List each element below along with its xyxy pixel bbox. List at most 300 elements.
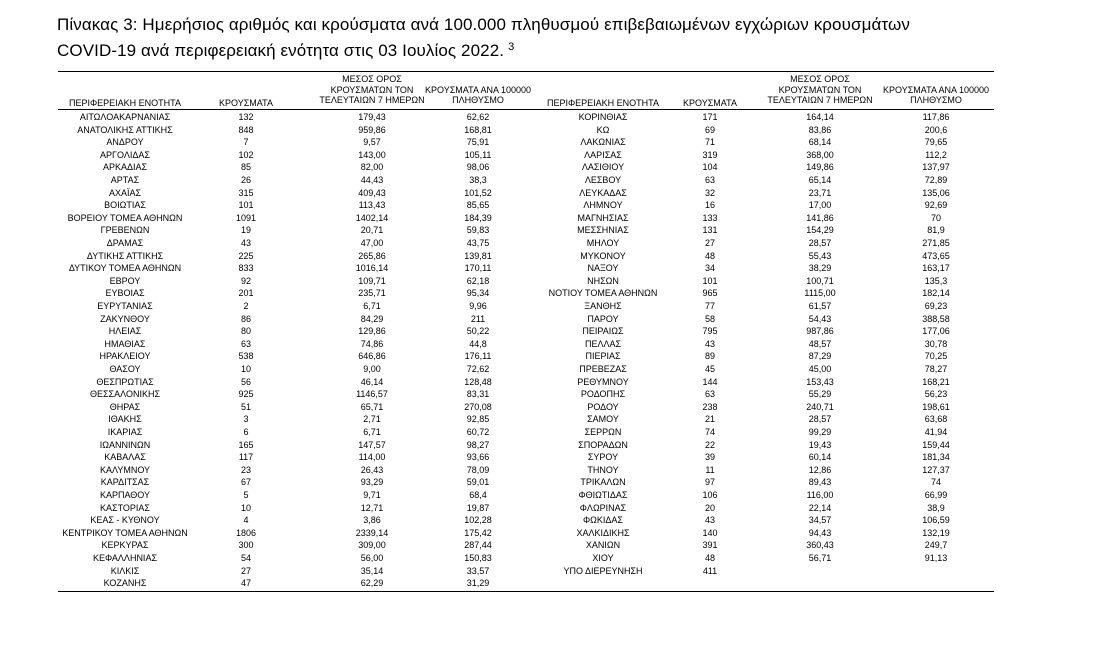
header-avg-left-line-1: ΜΕΣΟΣ ΟΡΟΣ (342, 74, 402, 84)
avg-7d-left: 9,57 (363, 137, 381, 148)
cases-right: 411 (702, 565, 718, 576)
per100k-left: 98,27 (466, 439, 490, 450)
avg-7d-right: 987,86 (806, 326, 834, 337)
avg-7d-left: 114,00 (358, 452, 386, 463)
per100k-left: 62,62 (466, 112, 490, 122)
avg-7d-left: 113,43 (358, 200, 386, 211)
avg-7d-right: 28,57 (808, 414, 832, 425)
region-name-right: ΜΑΓΝΗΣΙΑΣ (577, 212, 629, 223)
avg-7d-right: 34,57 (808, 515, 832, 526)
avg-7d-left: 959,86 (358, 124, 386, 135)
cases-right: 58 (704, 313, 715, 324)
avg-7d-left: 12,71 (360, 502, 384, 513)
cases-right: 63 (704, 175, 715, 185)
header-avg-right (750, 74, 890, 106)
avg-7d-right: 141,86 (806, 212, 834, 223)
table-row (58, 376, 994, 389)
per100k-right: 41,94 (924, 427, 948, 437)
header-per100k-left-line-2: ΠΛΗΘΥΣΜΟ (452, 95, 504, 105)
avg-7d-right: 68,14 (808, 137, 832, 148)
avg-7d-left: 6,71 (363, 301, 381, 311)
table-row (58, 199, 994, 212)
per100k-right: 473,65 (922, 250, 950, 261)
per100k-right: 74 (930, 477, 941, 488)
per100k-right: 92,69 (924, 200, 948, 211)
per100k-right: 388,58 (922, 313, 950, 324)
per100k-right: 30,78 (924, 338, 948, 349)
region-name-right: ΣΕΡΡΩΝ (584, 427, 622, 437)
table-row (58, 136, 994, 149)
region-name-right: ΝΟΤΙΟΥ ΤΟΜΕΑ ΑΘΗΝΩΝ (548, 288, 658, 299)
per100k-left: 101,52 (464, 187, 492, 198)
region-name-left: ΕΒΡΟΥ (109, 275, 141, 286)
table-row (58, 413, 994, 426)
cases-left: 54 (240, 553, 251, 563)
cases-left: 315 (238, 187, 254, 198)
cases-left: 80 (240, 326, 251, 337)
region-name-right: ΜΕΣΣΗΝΙΑΣ (577, 225, 629, 236)
region-name-right: ΥΠΟ ΔΙΕΡΕΥΝΗΣΗ (563, 565, 643, 576)
per100k-left: 75,91 (466, 137, 490, 148)
region-name-right: ΡΟΔΟΠΗΣ (580, 389, 626, 400)
per100k-right: 163,17 (922, 263, 950, 274)
table-row (58, 577, 994, 590)
per100k-right: 177,06 (922, 326, 950, 337)
cases-right: 133 (702, 212, 718, 223)
per100k-left: 68,4 (469, 490, 487, 500)
region-name-right: ΦΛΩΡΙΝΑΣ (579, 502, 627, 513)
cases-left: 4 (243, 515, 249, 526)
per100k-left: 59,01 (466, 477, 490, 488)
footnote-marker: 3 (508, 41, 515, 53)
cases-right: 39 (704, 452, 715, 463)
per100k-left: 9,96 (469, 301, 487, 311)
avg-7d-left: 1016,14 (355, 263, 389, 274)
cases-right: 144 (702, 376, 718, 387)
region-name-right: ΚΟΡΙΝΘΙΑΣ (578, 112, 628, 122)
per100k-right: 81,9 (927, 225, 945, 236)
region-name-left: ΕΥΒΟΙΑΣ (105, 288, 145, 299)
region-name-left: ΑΡΚΑΔΙΑΣ (102, 162, 148, 173)
per100k-right: 56,23 (924, 389, 948, 400)
table-row (58, 174, 994, 187)
cases-left: 7 (243, 137, 249, 148)
table-row (58, 262, 994, 275)
avg-7d-right: 56,71 (808, 553, 832, 563)
per100k-left: 95,34 (466, 288, 490, 299)
region-name-left: ΒΟΡΕΙΟΥ ΤΟΜΕΑ ΑΘΗΝΩΝ (67, 212, 183, 223)
caption-line-1: Πίνακας 3: Ημερήσιος αριθμός και κρούσματα ανά 100.000 πληθυσμού επιβεβαιωμένων εγχώριων κρουσμάτων (57, 15, 910, 34)
table-row (58, 439, 994, 452)
avg-7d-left: 309,00 (358, 540, 386, 551)
header-avg-right-line-2: ΚΡΟΥΣΜΑΤΩΝ ΤΟΝ (778, 84, 862, 95)
avg-7d-left: 26,43 (360, 464, 384, 475)
avg-7d-left: 9,71 (363, 490, 381, 500)
avg-7d-left: 46,14 (360, 376, 384, 387)
cases-right: 104 (702, 162, 718, 173)
region-name-left: ΑΡΤΑΣ (110, 175, 140, 185)
avg-7d-left: 65,71 (360, 401, 384, 412)
region-name-left: ΙΘΑΚΗΣ (108, 414, 142, 425)
table-row (58, 464, 994, 477)
cases-right: 16 (704, 200, 715, 211)
region-name-right: ΛΕΣΒΟΥ (584, 175, 622, 185)
per100k-right: 182,14 (922, 288, 950, 299)
cases-left: 538 (238, 351, 254, 362)
per100k-left: 170,11 (464, 263, 492, 274)
region-name-left: ΔΥΤΙΚΗΣ ΑΤΤΙΚΗΣ (86, 250, 164, 261)
table-row (58, 426, 994, 439)
avg-7d-right: 100,71 (806, 275, 834, 286)
per100k-left: 59,83 (466, 225, 490, 236)
region-name-left: ΑΝΔΡΟΥ (106, 137, 144, 148)
header-cases-left: ΚΡΟΥΣΜΑΤΑ (219, 98, 273, 108)
per100k-right: 132,19 (922, 527, 950, 538)
per100k-left: 128,48 (464, 376, 492, 387)
region-name-left: ΚΕΡΚΥΡΑΣ (101, 540, 149, 551)
table-row (58, 338, 994, 351)
per100k-right: 159,44 (922, 439, 950, 450)
region-name-right: ΜΗΛΟΥ (586, 238, 620, 248)
avg-7d-left: 20,71 (360, 225, 384, 236)
per100k-left: 211 (470, 313, 486, 324)
avg-7d-right: 55,29 (808, 389, 832, 400)
region-name-right: ΧΑΛΚΙΔΙΚΗΣ (576, 527, 630, 538)
cases-left: 63 (240, 338, 251, 349)
per100k-left: 31,29 (466, 578, 490, 589)
cases-right: 20 (704, 502, 715, 513)
region-name-left: ΚΕΑΣ - ΚΥΘΝΟΥ (90, 515, 160, 526)
per100k-right: 112,2 (925, 149, 947, 160)
header-avg-left-line-3: ΤΕΛΕΥΤΑΙΩΝ 7 ΗΜΕΡΩΝ (319, 95, 425, 105)
region-name-right: ΛΑΚΩΝΙΑΣ (580, 137, 626, 148)
cases-right: 391 (702, 540, 718, 551)
cases-right: 71 (704, 137, 715, 148)
table-row (58, 565, 994, 578)
avg-7d-right: 116,00 (806, 490, 834, 500)
header-avg-left-line-2: ΚΡΟΥΣΜΑΤΩΝ ΤΟΝ (330, 84, 414, 95)
cases-right: 140 (702, 527, 718, 538)
per100k-left: 44,8 (469, 338, 487, 349)
avg-7d-right: 60,14 (808, 452, 832, 463)
avg-7d-right: 360,43 (806, 540, 834, 551)
avg-7d-right: 94,43 (808, 527, 832, 538)
per100k-left: 85,65 (466, 200, 490, 211)
region-name-right: ΣΠΟΡΑΔΩΝ (578, 439, 628, 450)
per100k-left: 33,57 (466, 565, 490, 576)
cases-right: 89 (704, 351, 715, 362)
cases-right: 32 (704, 187, 715, 198)
per100k-right: 79,65 (924, 137, 948, 148)
region-name-left: ΚΑΡΔΙΤΣΑΣ (100, 477, 150, 488)
region-name-right: ΜΥΚΟΝΟΥ (580, 250, 626, 261)
per100k-left: 78,09 (466, 464, 490, 475)
cases-left: 165 (238, 439, 254, 450)
cases-right: 22 (704, 439, 715, 450)
region-name-right: ΠΡΕΒΕΖΑΣ (579, 364, 627, 374)
table-row (58, 237, 994, 250)
region-name-right: ΤΡΙΚΑΛΩΝ (580, 477, 626, 488)
cases-left: 51 (240, 401, 251, 412)
cases-left: 23 (240, 464, 251, 475)
header-cases-right: ΚΡΟΥΣΜΑΤΑ (683, 98, 737, 108)
cases-right: 27 (704, 238, 715, 248)
region-name-right: ΠΕΙΡΑΙΩΣ (582, 326, 624, 337)
cases-left: 19 (240, 225, 251, 236)
per100k-left: 102,28 (464, 515, 492, 526)
cases-right: 101 (702, 275, 718, 286)
cases-right: 63 (704, 389, 715, 400)
cases-right: 171 (702, 112, 718, 122)
per100k-left: 270,08 (464, 401, 492, 412)
cases-right: 21 (704, 414, 715, 425)
region-name-right: ΝΑΞΟΥ (587, 263, 619, 274)
avg-7d-left: 265,86 (358, 250, 386, 261)
region-name-left: ΖΑΚΥΝΘΟΥ (100, 313, 150, 324)
avg-7d-left: 47,00 (360, 238, 384, 248)
region-name-left: ΗΛΕΙΑΣ (108, 326, 142, 337)
region-name-left: ΘΕΣΠΡΩΤΙΑΣ (96, 376, 154, 387)
avg-7d-right: 48,57 (808, 338, 832, 349)
per100k-right: 38,9 (927, 502, 945, 513)
region-name-right: ΛΕΥΚΑΔΑΣ (579, 187, 627, 198)
cases-left: 10 (240, 502, 251, 513)
per100k-left: 139,81 (464, 250, 492, 261)
region-name-left: ΓΡΕΒΕΝΩΝ (100, 225, 150, 236)
avg-7d-right: 45,00 (808, 364, 832, 374)
per100k-right: 91,13 (924, 553, 948, 563)
cases-right: 43 (704, 515, 715, 526)
avg-7d-right: 22,14 (808, 502, 832, 513)
per100k-right: 63,68 (924, 414, 948, 425)
region-name-right: ΡΕΘΥΜΝΟΥ (577, 376, 629, 387)
region-name-left: ΔΥΤΙΚΟΥ ΤΟΜΕΑ ΑΘΗΝΩΝ (68, 263, 182, 274)
avg-7d-left: 35,14 (360, 565, 384, 576)
cases-left: 201 (238, 288, 254, 299)
cases-left: 225 (238, 250, 254, 261)
header-region-left: ΠΕΡΙΦΕΡΕΙΑΚΗ ΕΝΟΤΗΤΑ (68, 98, 182, 108)
cases-left: 848 (238, 124, 254, 135)
per100k-left: 93,66 (466, 452, 490, 463)
region-name-left: ΗΜΑΘΙΑΣ (104, 338, 146, 349)
per100k-left: 38,3 (469, 175, 487, 185)
header-rule (58, 109, 994, 110)
region-name-right: ΠΕΛΛΑΣ (584, 338, 622, 349)
cases-left: 1091 (235, 212, 257, 223)
table-row (58, 552, 994, 565)
per100k-right: 72,89 (924, 175, 948, 185)
cases-right: 97 (704, 477, 715, 488)
region-name-right: ΠΑΡΟΥ (587, 313, 619, 324)
region-name-left: ΙΩΑΝΝΙΝΩΝ (99, 439, 151, 450)
avg-7d-right: 99,29 (808, 427, 832, 437)
header-per100k-right-line-2: ΠΛΗΘΥΣΜΟ (910, 95, 962, 105)
region-name-right: ΞΑΝΘΗΣ (584, 301, 622, 311)
per100k-left: 98,06 (466, 162, 490, 173)
avg-7d-right: 54,43 (808, 313, 832, 324)
cases-right: 131 (702, 225, 718, 236)
avg-7d-left: 179,43 (358, 112, 386, 122)
table-row (58, 476, 994, 489)
per100k-left: 287,44 (464, 540, 492, 551)
region-name-left: ΔΡΑΜΑΣ (106, 238, 144, 248)
per100k-right: 200,6 (924, 124, 948, 135)
table-row (58, 187, 994, 200)
caption-line-2-text: COVID-19 ανά περιφερειακή ενότητα στις 03 Ιουλίος 2022. (57, 41, 505, 60)
per100k-left: 105,11 (464, 149, 492, 160)
avg-7d-right: 153,43 (806, 376, 834, 387)
avg-7d-right: 12,86 (808, 464, 832, 475)
table-row (58, 250, 994, 263)
region-name-left: ΚΙΛΚΙΣ (110, 565, 140, 576)
table-row (58, 149, 994, 162)
avg-7d-left: 56,00 (360, 553, 384, 563)
per100k-left: 43,75 (466, 238, 490, 248)
per100k-left: 92,85 (466, 414, 490, 425)
region-name-left: ΚΑΛΥΜΝΟΥ (99, 464, 151, 475)
per100k-right: 135,06 (922, 187, 950, 198)
per100k-right: 198,61 (922, 401, 950, 412)
avg-7d-right: 240,71 (806, 401, 834, 412)
region-name-left: ΘΑΣΟΥ (109, 364, 141, 374)
cases-left: 92 (240, 275, 251, 286)
table-row (58, 111, 994, 124)
header-per100k-left-line-1: ΚΡΟΥΣΜΑΤΑ ΑΝΑ 100000 (425, 84, 531, 95)
table-top-rule (58, 71, 994, 72)
cases-right: 319 (702, 149, 718, 160)
per100k-left: 175,42 (464, 527, 492, 538)
table-row (58, 313, 994, 326)
region-name-right: ΠΙΕΡΙΑΣ (585, 351, 621, 362)
region-name-left: ΑΡΓΟΛΙΔΑΣ (100, 149, 150, 160)
cases-left: 6 (243, 427, 249, 437)
region-name-right: ΡΟΔΟΥ (587, 401, 619, 412)
table-caption (57, 14, 997, 62)
per100k-right: 127,37 (922, 464, 950, 475)
per100k-right: 137,97 (922, 162, 950, 173)
cases-right: 795 (702, 326, 718, 337)
table-row (58, 287, 994, 300)
cases-left: 85 (240, 162, 251, 173)
region-name-left: ΚΕΦΑΛΛΗΝΙΑΣ (92, 553, 158, 563)
region-name-right: ΛΑΡΙΣΑΣ (584, 149, 622, 160)
cases-left: 56 (240, 376, 251, 387)
region-name-right: ΦΘΙΩΤΙΔΑΣ (578, 490, 628, 500)
avg-7d-left: 646,86 (358, 351, 386, 362)
per100k-right: 135,3 (924, 275, 948, 286)
per100k-right: 271,85 (922, 238, 950, 248)
cases-right: 77 (704, 301, 715, 311)
avg-7d-right: 23,71 (808, 187, 832, 198)
table-row (58, 451, 994, 464)
table-row (58, 124, 994, 137)
per100k-left: 19,87 (466, 502, 490, 513)
region-name-left: ΚΑΣΤΟΡΙΑΣ (100, 502, 150, 513)
table-row (58, 161, 994, 174)
header-avg-right-line-3: ΤΕΛΕΥΤΑΙΩΝ 7 ΗΜΕΡΩΝ (767, 95, 873, 105)
avg-7d-left: 2,71 (363, 414, 381, 425)
avg-7d-left: 1402,14 (355, 212, 389, 223)
region-name-left: ΗΡΑΚΛΕΙΟΥ (99, 351, 151, 362)
table-row (58, 401, 994, 414)
avg-7d-right: 55,43 (808, 250, 832, 261)
region-name-left: ΕΥΡΥΤΑΝΙΑΣ (97, 301, 153, 311)
table-bottom-rule (58, 591, 994, 592)
per100k-left: 50,22 (466, 326, 490, 337)
region-name-left: ΙΚΑΡΙΑΣ (107, 427, 143, 437)
per100k-right: 106,59 (922, 515, 950, 526)
cases-left: 101 (238, 200, 254, 211)
avg-7d-left: 84,29 (360, 313, 384, 324)
header-region-right: ΠΕΡΙΦΕΡΕΙΑΚΗ ΕΝΟΤΗΤΑ (546, 98, 660, 108)
avg-7d-left: 74,86 (360, 338, 384, 349)
avg-7d-right: 65,14 (808, 175, 832, 185)
avg-7d-left: 143,00 (358, 149, 386, 160)
cases-left: 102 (238, 149, 254, 160)
avg-7d-left: 147,57 (358, 439, 386, 450)
avg-7d-left: 129,86 (358, 326, 386, 337)
avg-7d-left: 3,86 (363, 515, 381, 526)
per100k-left: 184,39 (464, 212, 492, 223)
avg-7d-right: 17,00 (808, 200, 832, 211)
per100k-left: 176,11 (464, 351, 492, 362)
avg-7d-right: 87,29 (808, 351, 832, 362)
region-name-right: ΤΗΝΟΥ (587, 464, 619, 475)
cases-left: 5 (243, 490, 249, 500)
avg-7d-right: 38,29 (808, 263, 832, 274)
header-per100k-right-line-1: ΚΡΟΥΣΜΑΤΑ ΑΝΑ 100000 (883, 84, 989, 95)
region-name-left: ΒΟΙΩΤΙΑΣ (104, 200, 146, 211)
avg-7d-right: 61,57 (808, 301, 832, 311)
table-row (58, 325, 994, 338)
caption-line-2 (57, 36, 997, 62)
region-name-left: ΑΝΑΤΟΛΙΚΗΣ ΑΤΤΙΚΗΣ (77, 124, 173, 135)
cases-left: 43 (240, 238, 251, 248)
per100k-right: 168,21 (922, 376, 950, 387)
cases-right: 69 (704, 124, 715, 135)
region-name-left: ΚΕΝΤΡΙΚΟΥ ΤΟΜΕΑ ΑΘΗΝΩΝ (62, 527, 188, 538)
avg-7d-right: 28,57 (808, 238, 832, 248)
region-name-left: ΘΗΡΑΣ (109, 401, 141, 412)
table-row (58, 514, 994, 527)
region-name-right: ΧΑΝΙΩΝ (585, 540, 621, 551)
cases-right: 106 (702, 490, 718, 500)
cases-right: 965 (702, 288, 718, 299)
cases-left: 1806 (235, 527, 257, 538)
avg-7d-left: 109,71 (358, 275, 386, 286)
cases-right: 45 (704, 364, 715, 374)
avg-7d-left: 6,71 (363, 427, 381, 437)
avg-7d-left: 62,29 (360, 578, 384, 589)
cases-right: 11 (705, 464, 715, 475)
avg-7d-left: 82,00 (360, 162, 384, 173)
avg-7d-right: 368,00 (806, 149, 834, 160)
region-name-left: ΑΧΑΪΑΣ (108, 187, 142, 198)
cases-right: 238 (702, 401, 718, 412)
avg-7d-right: 19,43 (808, 439, 832, 450)
cases-right: 48 (704, 250, 715, 261)
header-per100k-left (410, 85, 546, 106)
region-name-right: ΦΩΚΙΔΑΣ (583, 515, 623, 526)
avg-7d-left: 235,71 (358, 288, 386, 299)
cases-left: 3 (243, 414, 249, 425)
per100k-left: 150,83 (464, 553, 492, 563)
table-row (58, 489, 994, 502)
cases-left: 132 (238, 112, 254, 122)
avg-7d-left: 9,00 (363, 364, 381, 374)
avg-7d-left: 93,29 (360, 477, 384, 488)
cases-left: 117 (238, 452, 254, 463)
